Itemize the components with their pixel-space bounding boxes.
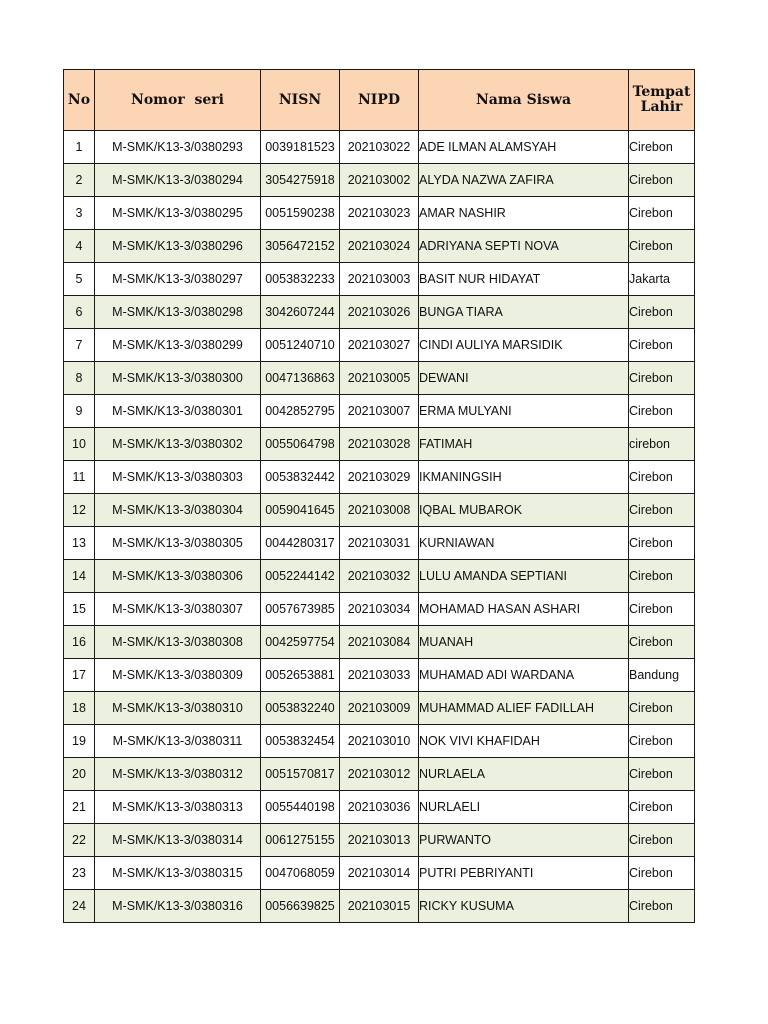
table-row bbox=[64, 725, 695, 758]
cell-tempat-lahir: Bandung bbox=[629, 659, 695, 692]
cell-nomor-seri: M-SMK/K13-3/0380314 bbox=[95, 824, 261, 857]
cell-nama-siswa: NURLAELA bbox=[419, 758, 629, 791]
cell-nipd: 202103084 bbox=[340, 626, 419, 659]
cell-no: 24 bbox=[64, 890, 95, 923]
cell-tempat-lahir: Cirebon bbox=[629, 131, 695, 164]
table-row bbox=[64, 131, 695, 164]
cell-nomor-seri: M-SMK/K13-3/0380313 bbox=[95, 791, 261, 824]
cell-no: 16 bbox=[64, 626, 95, 659]
header-nomor-seri: Nomor seri bbox=[95, 70, 261, 131]
table-row bbox=[64, 692, 695, 725]
table-row bbox=[64, 659, 695, 692]
cell-nipd: 202103013 bbox=[340, 824, 419, 857]
cell-nisn: 0061275155 bbox=[261, 824, 340, 857]
table-row bbox=[64, 329, 695, 362]
cell-tempat-lahir: Cirebon bbox=[629, 395, 695, 428]
cell-tempat-lahir: Cirebon bbox=[629, 164, 695, 197]
cell-nomor-seri: M-SMK/K13-3/0380312 bbox=[95, 758, 261, 791]
cell-no: 5 bbox=[64, 263, 95, 296]
cell-nomor-seri: M-SMK/K13-3/0380311 bbox=[95, 725, 261, 758]
cell-nipd: 202103023 bbox=[340, 197, 419, 230]
cell-no: 19 bbox=[64, 725, 95, 758]
cell-nama-siswa: ADRIYANA SEPTI NOVA bbox=[419, 230, 629, 263]
table-row bbox=[64, 164, 695, 197]
cell-no: 15 bbox=[64, 593, 95, 626]
cell-nomor-seri: M-SMK/K13-3/0380300 bbox=[95, 362, 261, 395]
cell-no: 23 bbox=[64, 857, 95, 890]
cell-no: 1 bbox=[64, 131, 95, 164]
cell-nipd: 202103026 bbox=[340, 296, 419, 329]
cell-nama-siswa: CINDI AULIYA MARSIDIK bbox=[419, 329, 629, 362]
cell-nisn: 0047136863 bbox=[261, 362, 340, 395]
cell-no: 7 bbox=[64, 329, 95, 362]
cell-tempat-lahir: Cirebon bbox=[629, 890, 695, 923]
cell-no: 3 bbox=[64, 197, 95, 230]
cell-no: 11 bbox=[64, 461, 95, 494]
cell-nisn: 0039181523 bbox=[261, 131, 340, 164]
cell-tempat-lahir: Cirebon bbox=[629, 197, 695, 230]
cell-nomor-seri: M-SMK/K13-3/0380310 bbox=[95, 692, 261, 725]
cell-nisn: 3042607244 bbox=[261, 296, 340, 329]
cell-tempat-lahir: Cirebon bbox=[629, 593, 695, 626]
table-row bbox=[64, 857, 695, 890]
cell-tempat-lahir: Cirebon bbox=[629, 461, 695, 494]
cell-no: 4 bbox=[64, 230, 95, 263]
cell-no: 10 bbox=[64, 428, 95, 461]
cell-nama-siswa: ADE ILMAN ALAMSYAH bbox=[419, 131, 629, 164]
cell-nisn: 0047068059 bbox=[261, 857, 340, 890]
header-nisn: NISN bbox=[261, 70, 340, 131]
cell-nisn: 3056472152 bbox=[261, 230, 340, 263]
cell-no: 21 bbox=[64, 791, 95, 824]
cell-nama-siswa: FATIMAH bbox=[419, 428, 629, 461]
cell-tempat-lahir: Cirebon bbox=[629, 494, 695, 527]
cell-nisn: 3054275918 bbox=[261, 164, 340, 197]
cell-nisn: 0052244142 bbox=[261, 560, 340, 593]
cell-nisn: 0055440198 bbox=[261, 791, 340, 824]
cell-nisn: 0051240710 bbox=[261, 329, 340, 362]
cell-nisn: 0044280317 bbox=[261, 527, 340, 560]
cell-nipd: 202103002 bbox=[340, 164, 419, 197]
cell-nipd: 202103029 bbox=[340, 461, 419, 494]
table-row bbox=[64, 197, 695, 230]
cell-nipd: 202103024 bbox=[340, 230, 419, 263]
cell-nipd: 202103009 bbox=[340, 692, 419, 725]
cell-nipd: 202103031 bbox=[340, 527, 419, 560]
cell-tempat-lahir: Cirebon bbox=[629, 560, 695, 593]
cell-nipd: 202103012 bbox=[340, 758, 419, 791]
table-row bbox=[64, 890, 695, 923]
cell-nama-siswa: RICKY KUSUMA bbox=[419, 890, 629, 923]
cell-nisn: 0053832233 bbox=[261, 263, 340, 296]
cell-tempat-lahir: Cirebon bbox=[629, 791, 695, 824]
table-row bbox=[64, 362, 695, 395]
header-nipd: NIPD bbox=[340, 70, 419, 131]
cell-nisn: 0056639825 bbox=[261, 890, 340, 923]
cell-nama-siswa: MUANAH bbox=[419, 626, 629, 659]
cell-nomor-seri: M-SMK/K13-3/0380296 bbox=[95, 230, 261, 263]
cell-no: 12 bbox=[64, 494, 95, 527]
header-nama-siswa: Nama Siswa bbox=[419, 70, 629, 131]
cell-nama-siswa: IKMANINGSIH bbox=[419, 461, 629, 494]
cell-tempat-lahir: cirebon bbox=[629, 428, 695, 461]
cell-nama-siswa: PUTRI PEBRIYANTI bbox=[419, 857, 629, 890]
cell-nama-siswa: BUNGA TIARA bbox=[419, 296, 629, 329]
cell-nisn: 0053832442 bbox=[261, 461, 340, 494]
cell-nomor-seri: M-SMK/K13-3/0380307 bbox=[95, 593, 261, 626]
table-row bbox=[64, 824, 695, 857]
cell-nomor-seri: M-SMK/K13-3/0380294 bbox=[95, 164, 261, 197]
cell-no: 20 bbox=[64, 758, 95, 791]
cell-tempat-lahir: Cirebon bbox=[629, 626, 695, 659]
header-no: No bbox=[64, 70, 95, 131]
cell-nisn: 0055064798 bbox=[261, 428, 340, 461]
table-row bbox=[64, 230, 695, 263]
header-row bbox=[64, 70, 695, 131]
table-row bbox=[64, 527, 695, 560]
cell-nama-siswa: IQBAL MUBAROK bbox=[419, 494, 629, 527]
table-row bbox=[64, 593, 695, 626]
table-row bbox=[64, 263, 695, 296]
table-row bbox=[64, 428, 695, 461]
table-row bbox=[64, 626, 695, 659]
cell-nama-siswa: AMAR NASHIR bbox=[419, 197, 629, 230]
cell-no: 17 bbox=[64, 659, 95, 692]
cell-nomor-seri: M-SMK/K13-3/0380302 bbox=[95, 428, 261, 461]
table-row bbox=[64, 494, 695, 527]
cell-nama-siswa: ALYDA NAZWA ZAFIRA bbox=[419, 164, 629, 197]
cell-tempat-lahir: Cirebon bbox=[629, 857, 695, 890]
cell-tempat-lahir: Jakarta bbox=[629, 263, 695, 296]
cell-nama-siswa: MOHAMAD HASAN ASHARI bbox=[419, 593, 629, 626]
cell-no: 8 bbox=[64, 362, 95, 395]
cell-nipd: 202103034 bbox=[340, 593, 419, 626]
cell-nomor-seri: M-SMK/K13-3/0380303 bbox=[95, 461, 261, 494]
table-row bbox=[64, 560, 695, 593]
cell-tempat-lahir: Cirebon bbox=[629, 692, 695, 725]
cell-nipd: 202103027 bbox=[340, 329, 419, 362]
cell-nisn: 0059041645 bbox=[261, 494, 340, 527]
cell-tempat-lahir: Cirebon bbox=[629, 296, 695, 329]
cell-no: 2 bbox=[64, 164, 95, 197]
cell-nama-siswa: LULU AMANDA SEPTIANI bbox=[419, 560, 629, 593]
table-row bbox=[64, 461, 695, 494]
cell-nama-siswa: ERMA MULYANI bbox=[419, 395, 629, 428]
table-row bbox=[64, 395, 695, 428]
cell-nisn: 0053832240 bbox=[261, 692, 340, 725]
cell-nipd: 202103007 bbox=[340, 395, 419, 428]
cell-tempat-lahir: Cirebon bbox=[629, 230, 695, 263]
cell-no: 14 bbox=[64, 560, 95, 593]
cell-nomor-seri: M-SMK/K13-3/0380298 bbox=[95, 296, 261, 329]
cell-nipd: 202103005 bbox=[340, 362, 419, 395]
cell-nomor-seri: M-SMK/K13-3/0380308 bbox=[95, 626, 261, 659]
student-table bbox=[63, 69, 695, 923]
cell-nomor-seri: M-SMK/K13-3/0380293 bbox=[95, 131, 261, 164]
cell-nisn: 0057673985 bbox=[261, 593, 340, 626]
cell-nipd: 202103028 bbox=[340, 428, 419, 461]
cell-nomor-seri: M-SMK/K13-3/0380305 bbox=[95, 527, 261, 560]
cell-nipd: 202103015 bbox=[340, 890, 419, 923]
cell-nama-siswa: MUHAMAD ADI WARDANA bbox=[419, 659, 629, 692]
cell-nomor-seri: M-SMK/K13-3/0380299 bbox=[95, 329, 261, 362]
cell-nisn: 0042597754 bbox=[261, 626, 340, 659]
cell-nama-siswa: KURNIAWAN bbox=[419, 527, 629, 560]
cell-nomor-seri: M-SMK/K13-3/0380297 bbox=[95, 263, 261, 296]
cell-tempat-lahir: Cirebon bbox=[629, 824, 695, 857]
table-row bbox=[64, 758, 695, 791]
cell-no: 9 bbox=[64, 395, 95, 428]
cell-nama-siswa: NURLAELI bbox=[419, 791, 629, 824]
cell-no: 22 bbox=[64, 824, 95, 857]
table-header bbox=[64, 70, 695, 131]
cell-nomor-seri: M-SMK/K13-3/0380315 bbox=[95, 857, 261, 890]
header-tempat-lahir: Tempat Lahir bbox=[629, 70, 695, 131]
cell-nomor-seri: M-SMK/K13-3/0380295 bbox=[95, 197, 261, 230]
cell-nipd: 202103033 bbox=[340, 659, 419, 692]
cell-nama-siswa: BASIT NUR HIDAYAT bbox=[419, 263, 629, 296]
cell-tempat-lahir: Cirebon bbox=[629, 329, 695, 362]
cell-nama-siswa: DEWANI bbox=[419, 362, 629, 395]
cell-nipd: 202103003 bbox=[340, 263, 419, 296]
cell-nama-siswa: MUHAMMAD ALIEF FADILLAH bbox=[419, 692, 629, 725]
cell-no: 6 bbox=[64, 296, 95, 329]
cell-nisn: 0051570817 bbox=[261, 758, 340, 791]
cell-nipd: 202103022 bbox=[340, 131, 419, 164]
cell-no: 18 bbox=[64, 692, 95, 725]
table-row bbox=[64, 296, 695, 329]
cell-nipd: 202103010 bbox=[340, 725, 419, 758]
cell-nisn: 0042852795 bbox=[261, 395, 340, 428]
cell-nipd: 202103008 bbox=[340, 494, 419, 527]
cell-tempat-lahir: Cirebon bbox=[629, 725, 695, 758]
cell-nomor-seri: M-SMK/K13-3/0380316 bbox=[95, 890, 261, 923]
cell-no: 13 bbox=[64, 527, 95, 560]
cell-nomor-seri: M-SMK/K13-3/0380306 bbox=[95, 560, 261, 593]
cell-nisn: 0053832454 bbox=[261, 725, 340, 758]
cell-nama-siswa: NOK VIVI KHAFIDAH bbox=[419, 725, 629, 758]
cell-nama-siswa: PURWANTO bbox=[419, 824, 629, 857]
cell-tempat-lahir: Cirebon bbox=[629, 527, 695, 560]
table-row bbox=[64, 791, 695, 824]
table-body bbox=[64, 131, 695, 923]
cell-nipd: 202103014 bbox=[340, 857, 419, 890]
cell-nisn: 0052653881 bbox=[261, 659, 340, 692]
cell-nomor-seri: M-SMK/K13-3/0380304 bbox=[95, 494, 261, 527]
cell-nipd: 202103036 bbox=[340, 791, 419, 824]
cell-tempat-lahir: Cirebon bbox=[629, 758, 695, 791]
cell-tempat-lahir: Cirebon bbox=[629, 362, 695, 395]
cell-nomor-seri: M-SMK/K13-3/0380301 bbox=[95, 395, 261, 428]
cell-nomor-seri: M-SMK/K13-3/0380309 bbox=[95, 659, 261, 692]
cell-nisn: 0051590238 bbox=[261, 197, 340, 230]
cell-nipd: 202103032 bbox=[340, 560, 419, 593]
